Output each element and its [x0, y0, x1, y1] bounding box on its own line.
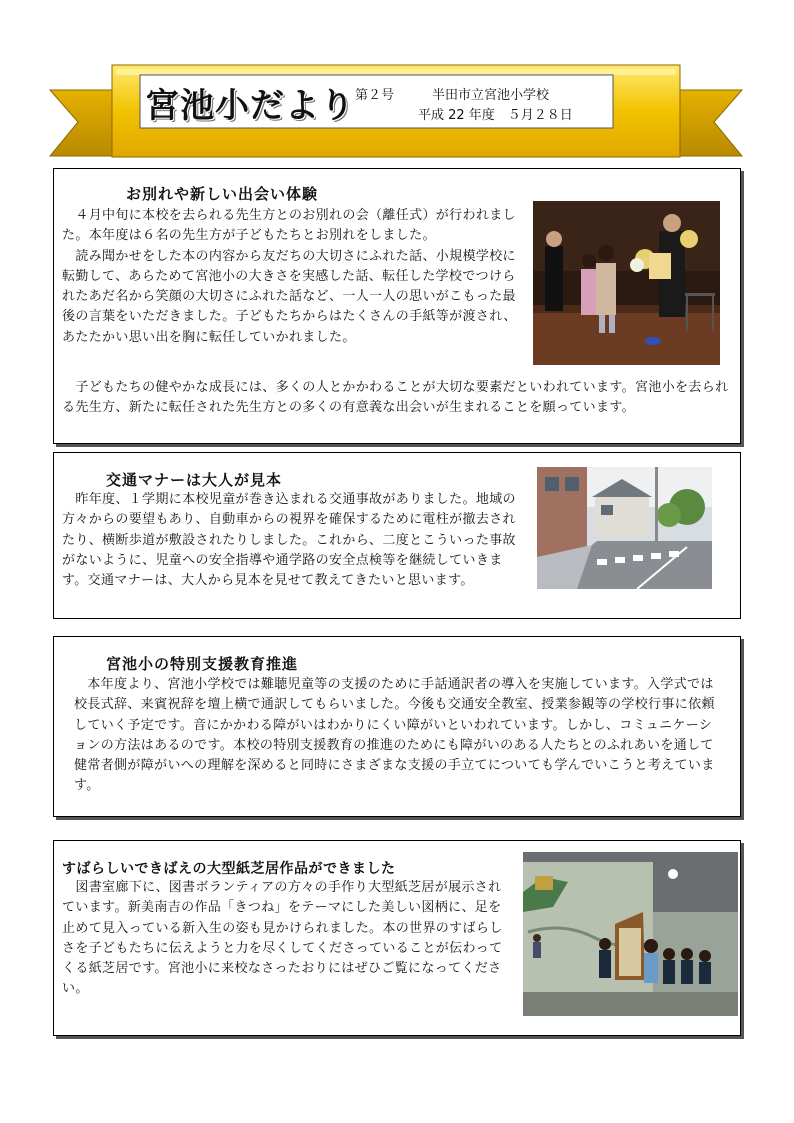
article-farewell — [53, 168, 741, 444]
article-paragraph: 図書室廊下に、図書ボランティアの方々の手作り大型紙芝居が展示されています。新美南吉の作品「きつね」をテーマにした美しい図柄に、足を止めて見入っている新入生の姿も見かけられました。本の世界のすばらしさを子どもたちに伝えようと力を尽くしてくださっていることが伝わってくる紙芝居です。宮池小に来校なさったおりにはぜひご覧になってください。 — [62, 880, 503, 997]
article-paragraph: ４月中旬に本校を去られる先生方とのお別れの会（離任式）が行われました。本年度は６名の先生方が子どもたちとお別れをしました。 — [62, 208, 516, 244]
issue-number: 第２号 — [355, 88, 395, 103]
article-body — [62, 878, 514, 1000]
school-name: 半田市立宮池小学校 — [432, 88, 550, 103]
article-body — [74, 675, 722, 797]
article-traffic-manners — [53, 452, 741, 619]
newsletter-header — [0, 0, 794, 170]
article-special-support — [53, 636, 741, 817]
article-heading: 宮池小の特別支援教育推進 — [106, 655, 299, 673]
article-closing: 子どもたちの健やかな成長には、多くの人とかかわることが大切な要素だといわれています。宮池小を去られる先生方、新たに転任された先生方との多くの有意義な出会いが生まれることを願っています。 — [62, 380, 729, 416]
article-body — [62, 490, 528, 591]
article-heading: お別れや新しい出会い体験 — [126, 185, 319, 203]
issue-date: 平成 22 年度 ５月２８日 — [418, 108, 573, 123]
crosswalk-street-photo — [537, 467, 712, 589]
article-body — [62, 206, 528, 348]
article-heading: すばらしいできばえの大型紙芝居作品ができました — [62, 861, 396, 877]
kamishibai-display-photo — [523, 852, 738, 1016]
newsletter-title: 宮池小だより — [145, 86, 355, 126]
article-heading: 交通マナーは大人が見本 — [106, 471, 283, 489]
article-paragraph: 読み聞かせをした本の内容から友だちの大切さにふれた話、小規模学校に転勤して、あらためて宮池小の大きさを実感した話、転任した学校でつけられたあだ名から笑顔の大切さにふれた話など、一人一人の思いがこもった最後の言葉をいただきました。子どもたちからはたくさんの手紙等が渡され、あたたかい思い出を胸に転任していかれました。 — [62, 248, 517, 345]
header-ribbon-graphic — [0, 0, 794, 170]
article-paragraph: 昨年度、１学期に本校児童が巻き込まれる交通事故がありました。地域の方々からの要望もあり、自動車からの視界を確保するために電柱が撤去されたり、横断歩道が敷設されたりしました。これから、二度とこういった事故がないように、児童への安全指導や通学路の安全点検等を継続していきます。交通マナーは、大人から見本を見せて教えてきたいと思います。 — [62, 492, 516, 589]
article-kamishibai — [53, 840, 741, 1036]
article-paragraph: 本年度より、宮池小学校では難聴児童等の支援のために手話通訳者の導入を実施しています。入学式では校長式辞、来賓祝辞を壇上横で通訳してもらいました。今後も交通安全教室、授業参観等の学校行事に依頼していく予定です。音にかかわる障がいはわかりにくい障がいといわれています。しかし、コミュニケーションの方法はあるのです。本校の特別支援教育の推進のためにも障がいのある人たちとのふれあいを通して健常者側が障がいへの理解を深めると同時にさまざまな支援の手立てについても学んでいこうと考えています。 — [74, 677, 715, 794]
farewell-ceremony-photo — [533, 201, 720, 365]
